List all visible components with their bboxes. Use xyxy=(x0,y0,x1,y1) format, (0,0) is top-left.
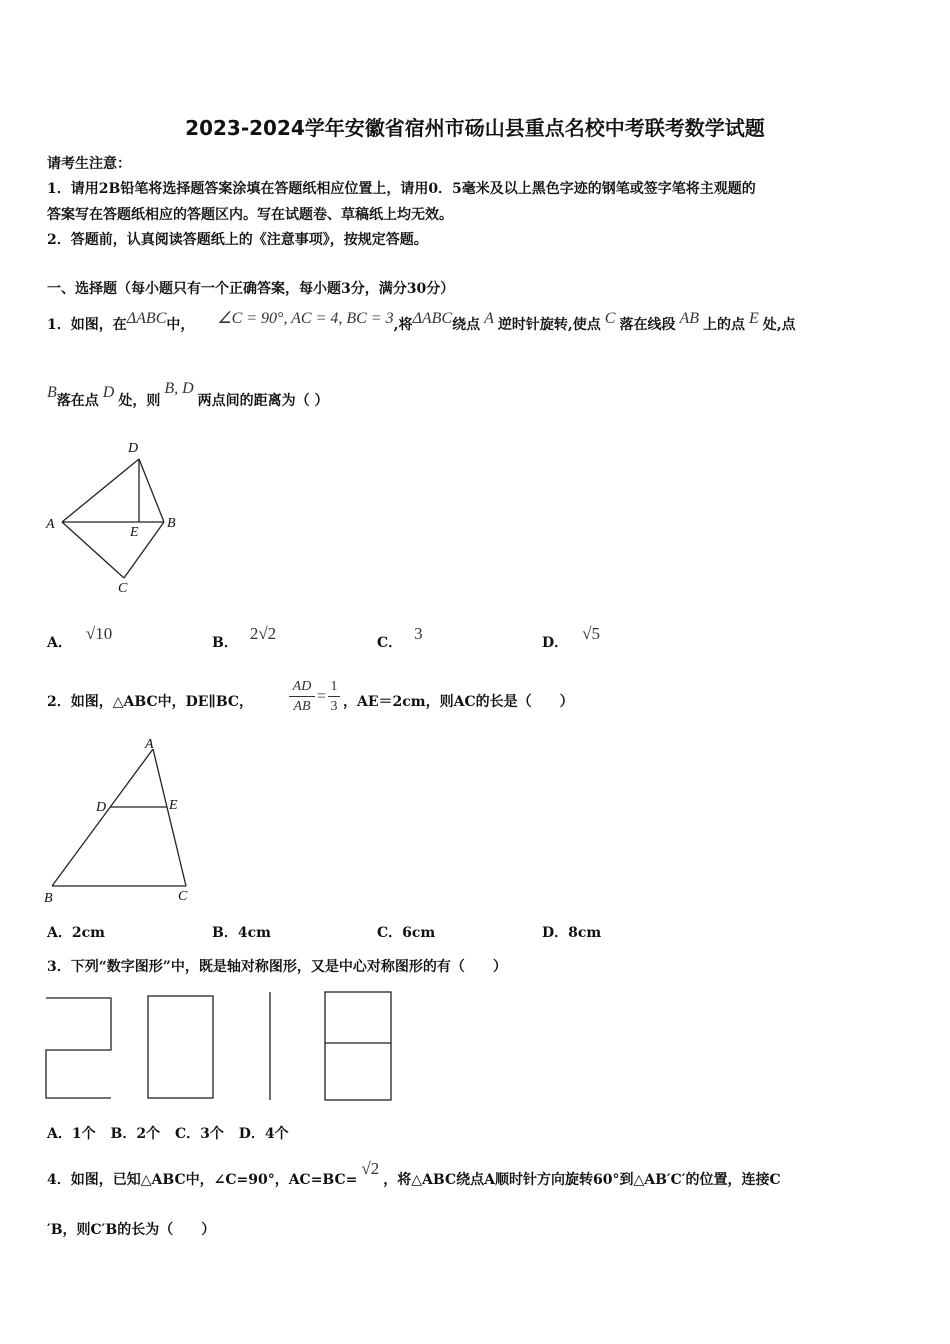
question-3-figure xyxy=(44,988,400,1106)
q1-option-a[interactable]: A． √10 xyxy=(47,624,113,651)
question-3-stem: 3．下列“数字图形”中，既是轴对称图形，又是中心对称图形的有（ ） xyxy=(47,959,507,975)
question-2-tail: ，AE＝2cm，则AC的长是（ ） xyxy=(343,694,574,710)
q2-equals: = xyxy=(317,688,327,705)
q1-label-B: B xyxy=(167,516,176,531)
notice-line-3: 2．答题前，认真阅读答题纸上的《注意事项》，按规定答题。 xyxy=(47,232,428,248)
q1-label-D: D xyxy=(128,441,139,456)
q2-label-A: A xyxy=(145,737,154,752)
q3-options xyxy=(47,1123,289,1143)
q2-label-E: E xyxy=(169,798,178,813)
notice-heading: 请考生注意： xyxy=(47,156,131,172)
q1-option-b[interactable]: B． 2√2 xyxy=(212,624,277,651)
q2-option-b[interactable]: B．4cm xyxy=(212,925,271,941)
q2-ratio: 1 3 xyxy=(328,678,340,717)
q3-option-b[interactable]: B．2个 xyxy=(110,1126,161,1142)
q2-fraction: AD AB xyxy=(289,678,315,717)
question-4-line-2: ′B，则C′B的长为（ ） xyxy=(47,1222,216,1238)
q1-option-d[interactable]: D． √5 xyxy=(542,624,600,651)
q3-option-c[interactable]: C．3个 xyxy=(174,1126,224,1142)
notice-line-2: 答案写在答题纸相应的答题区内。写在试题卷、草稿纸上均无效。 xyxy=(47,207,453,223)
q3-option-a[interactable]: A．1个 xyxy=(47,1126,96,1142)
q1-label-A: A xyxy=(46,517,55,532)
q1-label-E: E xyxy=(130,525,139,540)
question-2-stem: 2．如图，△ABC中，DE∥BC， xyxy=(47,694,254,710)
q2-option-d[interactable]: D．8cm xyxy=(542,925,602,941)
question-1-line-1: 1．如图，在ΔABC中， ∠C = 90°, AC = 4, BC = 3,将ΔABC绕点 A 逆时针旋转,使点 C 落在线段 AB 上的点 E 处,点 xyxy=(47,310,796,333)
q2-label-C: C xyxy=(178,889,188,904)
section-heading: 一、选择题（每小题只有一个正确答案，每小题3分，满分30分） xyxy=(47,281,455,297)
notice-line-1: 1．请用2B铅笔将选择题答案涂填在答题纸相应位置上，请用0．5毫米及以上黑色字迹的钢笔或签字笔将主观题的 xyxy=(47,181,756,197)
q1-option-c[interactable]: C． 3 xyxy=(377,624,423,651)
q2-label-D: D xyxy=(96,800,107,815)
question-2-figure xyxy=(40,734,200,908)
question-1-figure xyxy=(40,436,190,598)
q1-label-C: C xyxy=(118,581,128,596)
q2-option-c[interactable]: C．6cm xyxy=(377,925,436,941)
q3-option-d[interactable]: D．4个 xyxy=(238,1126,289,1142)
question-4-line-1: 4．如图，已知△ABC中，∠C=90°，AC=BC=√2，将△ABC绕点A顺时针方向旋转60°到△AB′C′的位置，连接C xyxy=(47,1159,781,1188)
q2-option-a[interactable]: A．2cm xyxy=(47,925,105,941)
page-title: 2023-2024学年安徽省宿州市砀山县重点名校中考联考数学试题 xyxy=(185,116,765,140)
q2-label-B: B xyxy=(44,891,53,906)
question-1-line-2: B落在点 D 处，则B, D两点间的距离为（ ） xyxy=(47,380,329,409)
